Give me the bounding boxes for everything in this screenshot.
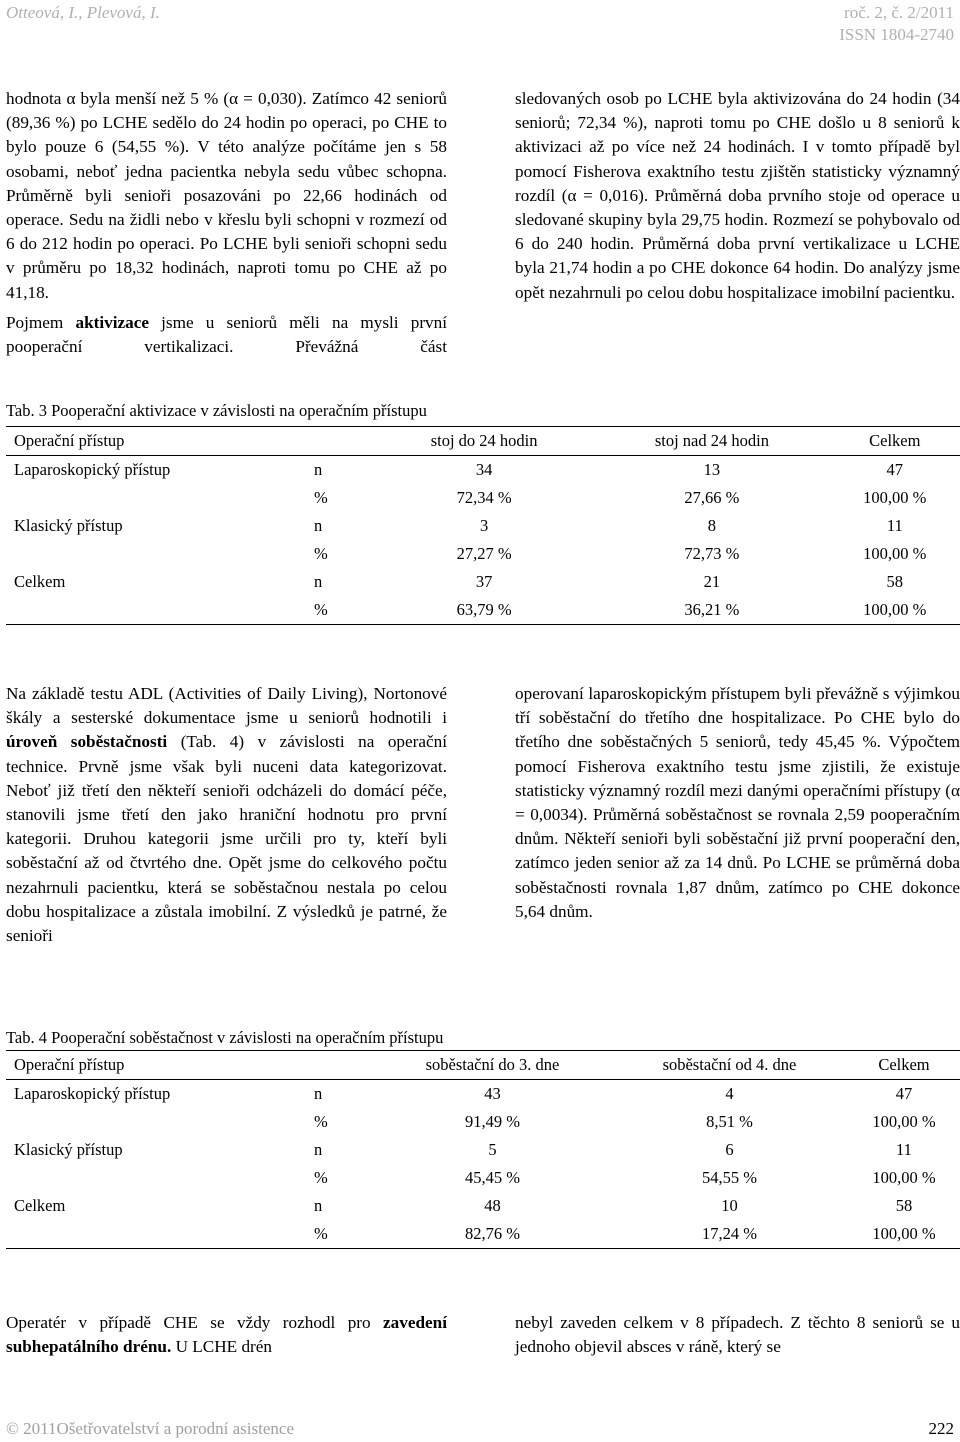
header-cell: stoj do 24 hodin xyxy=(374,427,594,456)
table-cell: 58 xyxy=(886,572,904,591)
table-cell: Celkem xyxy=(14,572,66,591)
table-cell: 36,21 % xyxy=(594,596,829,625)
table-cell: 37 xyxy=(475,572,493,591)
table-cell: % xyxy=(314,544,328,563)
table-cell xyxy=(6,1108,314,1136)
section1-right-column xyxy=(515,87,960,305)
paragraph: operovaní laparoskopickým přístupem byli převážně s výjimkou tří soběstační do třetího dne hospitalizace. Po CHE bylo do třetího dne soběstačných 5 seniorů, tedy 45,45 %. Výpočtem pomocí Fisherova exaktního testu jsme zjistili, že existuje statisticky významný rozdíl mezi danými operačními přístupy (α = 0,0034). Průměrná soběstačnost se rovnala 2,59 pooperačním dnům. Někteří senioři byli soběstační již první pooperační den, zatímco jeden senior až za 14 dnů. Po LCHE se průměrná doba soběstačnosti rovnala 1,87 dnům, zatímco po CHE dokonce 5,64 dnům. xyxy=(515,684,960,921)
header-cell xyxy=(314,1051,374,1080)
table-cell: 100,00 % xyxy=(863,488,927,507)
table-cell: % xyxy=(314,488,328,507)
table-cell: Laparoskopický přístup xyxy=(14,1084,171,1103)
table-cell: 5 xyxy=(488,1140,497,1159)
header-cell: Operační přístup xyxy=(6,1051,314,1080)
table-cell: 27,66 % xyxy=(684,488,740,507)
table-row xyxy=(6,456,960,485)
table-row xyxy=(6,540,960,568)
table-cell: 100,00 % xyxy=(830,596,960,625)
header-cell: Celkem xyxy=(848,1051,960,1080)
paragraph: Operatér v případě CHE se vždy rozhodl pro zavedení subhepatálního drénu. U LCHE drén xyxy=(6,1313,447,1357)
table-cell: % xyxy=(314,1220,374,1249)
table-cell: 100,00 % xyxy=(848,1220,960,1249)
table-row xyxy=(6,1136,960,1164)
table-cell: 82,76 % xyxy=(374,1220,611,1249)
table-cell: 100,00 % xyxy=(872,1168,936,1187)
section3-left-column xyxy=(6,1311,447,1359)
table-cell: 13 xyxy=(703,460,721,479)
table-cell: 63,79 % xyxy=(374,596,594,625)
table-header-row xyxy=(6,427,960,456)
table-cell: 6 xyxy=(725,1140,734,1159)
table-cell: 47 xyxy=(895,1084,913,1103)
header-cell xyxy=(314,427,374,456)
table-cell: 48 xyxy=(484,1196,501,1215)
table-cell: 72,73 % xyxy=(684,544,740,563)
table-cell: n xyxy=(314,1196,323,1215)
section1-left-column xyxy=(6,87,447,359)
table3 xyxy=(6,426,960,625)
table-row xyxy=(6,512,960,540)
table-row xyxy=(6,1220,960,1249)
table-cell: Laparoskopický přístup xyxy=(14,460,171,479)
table-cell: 72,34 % xyxy=(456,488,512,507)
term-aktivizace: aktivizace xyxy=(75,312,149,332)
table-row xyxy=(6,484,960,512)
table-cell: n xyxy=(314,1140,323,1159)
table-row xyxy=(6,1108,960,1136)
table-cell xyxy=(6,1164,314,1192)
table-cell: Celkem xyxy=(14,1196,66,1215)
table4-caption: Tab. 4 Pooperační soběstačnost v závislosti na operačním přístupu xyxy=(6,1028,444,1047)
running-header-authors: Otteová, I., Plevová, I. xyxy=(6,3,160,22)
table-cell: 17,24 % xyxy=(611,1220,848,1249)
header-cell: Operační přístup xyxy=(6,427,314,456)
table-cell: 45,45 % xyxy=(464,1168,520,1187)
table-cell: Klasický přístup xyxy=(14,1140,123,1159)
page-number: 222 xyxy=(928,1419,954,1438)
table4 xyxy=(6,1050,960,1249)
term-zavedeni-drenu: zavedení subhepatálního drénu. xyxy=(6,1313,447,1357)
table-cell: 8,51 % xyxy=(706,1112,753,1131)
table-cell: 10 xyxy=(721,1196,738,1215)
table-header-row xyxy=(6,1051,960,1080)
table-cell: 54,55 % xyxy=(701,1168,757,1187)
table-cell: 43 xyxy=(484,1084,501,1103)
table-cell: Klasický přístup xyxy=(14,516,123,535)
table-cell: % xyxy=(314,596,374,625)
table-cell: 21 xyxy=(703,572,721,591)
section2-right-column xyxy=(515,682,960,924)
running-header-issn: ISSN 1804-2740 xyxy=(839,25,954,44)
table-row xyxy=(6,1192,960,1220)
table-cell: n xyxy=(314,572,323,591)
table-cell xyxy=(6,540,314,568)
table-cell: 100,00 % xyxy=(872,1112,936,1131)
paragraph: Pojmem aktivizace jsme u seniorů měli na mysli první pooperační vertikalizaci. Převážná část xyxy=(6,312,448,357)
table-cell: 100,00 % xyxy=(863,544,927,563)
paragraph: nebyl zaveden celkem v 8 případech. Z těchto 8 seniorů se u jednoho objevil absces v ráně, který se xyxy=(515,1313,960,1357)
table-cell: 3 xyxy=(479,516,489,535)
table-row xyxy=(6,568,960,596)
table-cell: 4 xyxy=(725,1084,734,1103)
header-cell: soběstační od 4. dne xyxy=(611,1051,848,1080)
table-cell: 58 xyxy=(895,1196,913,1215)
table-cell: 47 xyxy=(886,460,904,479)
table-row xyxy=(6,1080,960,1109)
table-row xyxy=(6,1164,960,1192)
running-header-volume: roč. 2, č. 2/2011 xyxy=(844,3,954,22)
table-cell xyxy=(6,484,314,512)
term-uroven-sobestacnosti: úroveň soběstačnosti xyxy=(6,732,168,752)
table-cell: n xyxy=(314,516,323,535)
header-cell: Celkem xyxy=(830,427,960,456)
table-cell: 8 xyxy=(707,516,717,535)
paragraph: sledovaných osob po LCHE byla aktivizována do 24 hodin (34 seniorů; 72,34 %), naproti tomu po CHE došlo u 8 seniorů k aktivizaci až po více než 24 hodinách. I v tomto případě byl pomocí Fisherova exaktního testu zjištěn statisticky významný rozdíl (α = 0,016). Průměrná doba prvního stoje od operace u sledované skupiny byla 29,75 hodin. Rozmezí se pohybovalo od 6 do 240 hodin. Průměrná doba první vertikalizace u LCHE byla 21,74 hodin a po CHE dokonce 64 hodin. Do analýzy jsme opět nezahrnuli po celou dobu hospitalizace imobilní pacientku. xyxy=(515,89,960,302)
table-row xyxy=(6,596,960,625)
table-cell: 11 xyxy=(886,516,903,535)
table-cell: % xyxy=(314,1168,328,1187)
table-cell xyxy=(6,1220,314,1249)
footer-copyright: © 2011Ošetřovatelství a porodní asistence xyxy=(6,1419,294,1438)
paragraph: Na základě testu ADL (Activities of Daily Living), Nortonové škály a sesterské dokumentace jsme u seniorů hodnotili i úroveň soběstačnosti (Tab. 4) v závislosti na operační technice. Prvně jsme však byli nuceni data kategorizovat. Neboť již třetí den někteří senioři odcházeli do domácí péče, stanovili jsme třetí den jako hraniční hodnotu pro první kategorii. Druhou kategorii jsme určili pro ty, kteří byli soběstační až od čtvrtého dne. Opět jsme do celkového počtu nezahrnuli pacientku, která se soběstačnou nestala po celou dobu hospitalizace a zůstala imobilní. Z výsledků je patrné, že senioři xyxy=(6,684,447,946)
section3-right-column xyxy=(515,1311,960,1359)
section2-left-column xyxy=(6,682,447,948)
header-cell: soběstační do 3. dne xyxy=(374,1051,611,1080)
table3-caption: Tab. 3 Pooperační aktivizace v závislosti na operačním přístupu xyxy=(6,401,427,420)
table-cell xyxy=(6,596,314,625)
header-cell: stoj nad 24 hodin xyxy=(594,427,829,456)
table-cell: 11 xyxy=(896,1140,912,1159)
table-cell: % xyxy=(314,1112,328,1131)
table-cell: n xyxy=(314,1084,323,1103)
table-cell: n xyxy=(314,460,323,479)
table-cell: 27,27 % xyxy=(456,544,512,563)
paragraph: hodnota α byla menší než 5 % (α = 0,030). Zatímco 42 seniorů (89,36 %) po LCHE sedělo do 24 hodin po operaci, po CHE to bylo pouze 6 (54,55 %). V této analýze počítáme jen s 58 osobami, neboť jedna pacientka nebyla sedu vůbec schopna. Průměrně byli senioři posazováni po 22,66 hodinách od operace. Sedu na židli nebo v křeslu byli schopni v rozmezí od 6 do 212 hodin po operaci. Po LCHE byli senioři schopni sedu v průměru po 18,32 hodinách, naproti tomu po CHE až po 41,18. xyxy=(6,89,447,302)
table-cell: 91,49 % xyxy=(464,1112,520,1131)
table-cell: 34 xyxy=(475,460,493,479)
